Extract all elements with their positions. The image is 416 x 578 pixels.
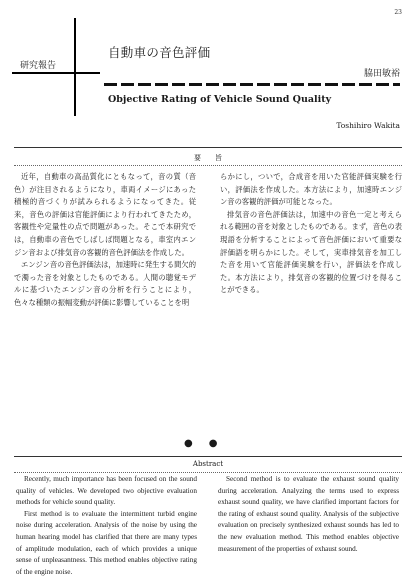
abstract-paragraph: First method is to evaluate the intermittent turbid engine noise during acceleration. Analysis of the noise by using the human hearing model has clarified that there are many types of amplitude modulation, each of which provides a unique sense of unpleasantness. This method enables objective rating of the engine noise. [16,509,197,576]
spark-vertical-stroke [74,18,76,116]
abstract-top-rule [14,456,402,457]
spark-horizontal-stroke [12,72,100,74]
summary-heading-label: 要 旨 [188,154,228,162]
summary-dotted-rule [14,165,402,166]
summary-column-right [220,171,402,297]
abstract-column-right [218,474,399,553]
summary-paragraph: 近年，自動車の高品質化にともなって，音の質（音色）が注目されるようになり，車両イメージにあった積極的音づくりが試みられるようになってきた。従来，音色の評価は官能評価により行われてきたため，客観性や定量性の点で問題があった。そこで本研究では，自動車の音色でしばしば問題となる，車室内エンジン音および排気音の客観的音色評価法を作成した。 [14,172,196,257]
title-english: Objective Rating of Vehicle Sound Quality [108,94,332,105]
author-english: Toshihiro Wakita [336,121,400,130]
abstract-paragraph: Second method is to evaluate the exhaust sound quality during acceleration. Analyzing the terms used to express exhaust sound quality, we have clarified important factors for the rating of exhaust sound quality. Analysis of the subjective evaluation on precisely synthesized exhaust sounds has led to the new evaluation method. This method enables objective measurement of the properties of exhaust sound. [218,475,399,553]
abstract-heading [14,460,402,468]
summary-paragraph: 排気音の音色評価法は，加速中の音色一定と考えられる範囲の音を対象としたものである。まず，音色の表現語を分析することによって音色評価において重要な評価語を明らかにした。そして，実車排気音を加工した音を用いて官能評価実験を行い，評価法を作成した。本方法により，排気音の客観的位置づけを得ることができる。 [220,209,402,295]
abstract-heading-label: Abstract [187,460,229,468]
title-japanese: 自動車の音色評価 [108,45,211,60]
abstract-column-left [16,474,197,576]
section-divider-dots: ●● [184,438,234,449]
page-number: 23 [394,9,402,16]
author-japanese: 脇田敏裕 [363,69,400,79]
summary-top-rule [14,147,402,148]
summary-paragraph: らかにし，ついで，合成音を用いた官能評価実験を行い，評価法を作成した。本方法により，加速時エンジン音の客観的評価が可能となった。 [220,172,402,207]
summary-column-left [14,171,196,310]
report-category: 研究報告 [20,61,57,71]
summary-heading [14,153,402,163]
title-dashed-rule [104,83,400,86]
abstract-dotted-rule [14,472,402,473]
summary-paragraph: エンジン音の音色評価法は，加速時に発生する間欠的で濁った音を対象としたものである。人間の聴覚モデルに基づいたエンジン音の分析を行うことにより，色々な種類の振幅変動が評価に影響していることを明 [14,260,196,307]
abstract-paragraph: Recently, much importance has been focused on the sound quality of vehicles. We developed two objective evaluation methods for vehicle sound quality. [16,475,197,507]
